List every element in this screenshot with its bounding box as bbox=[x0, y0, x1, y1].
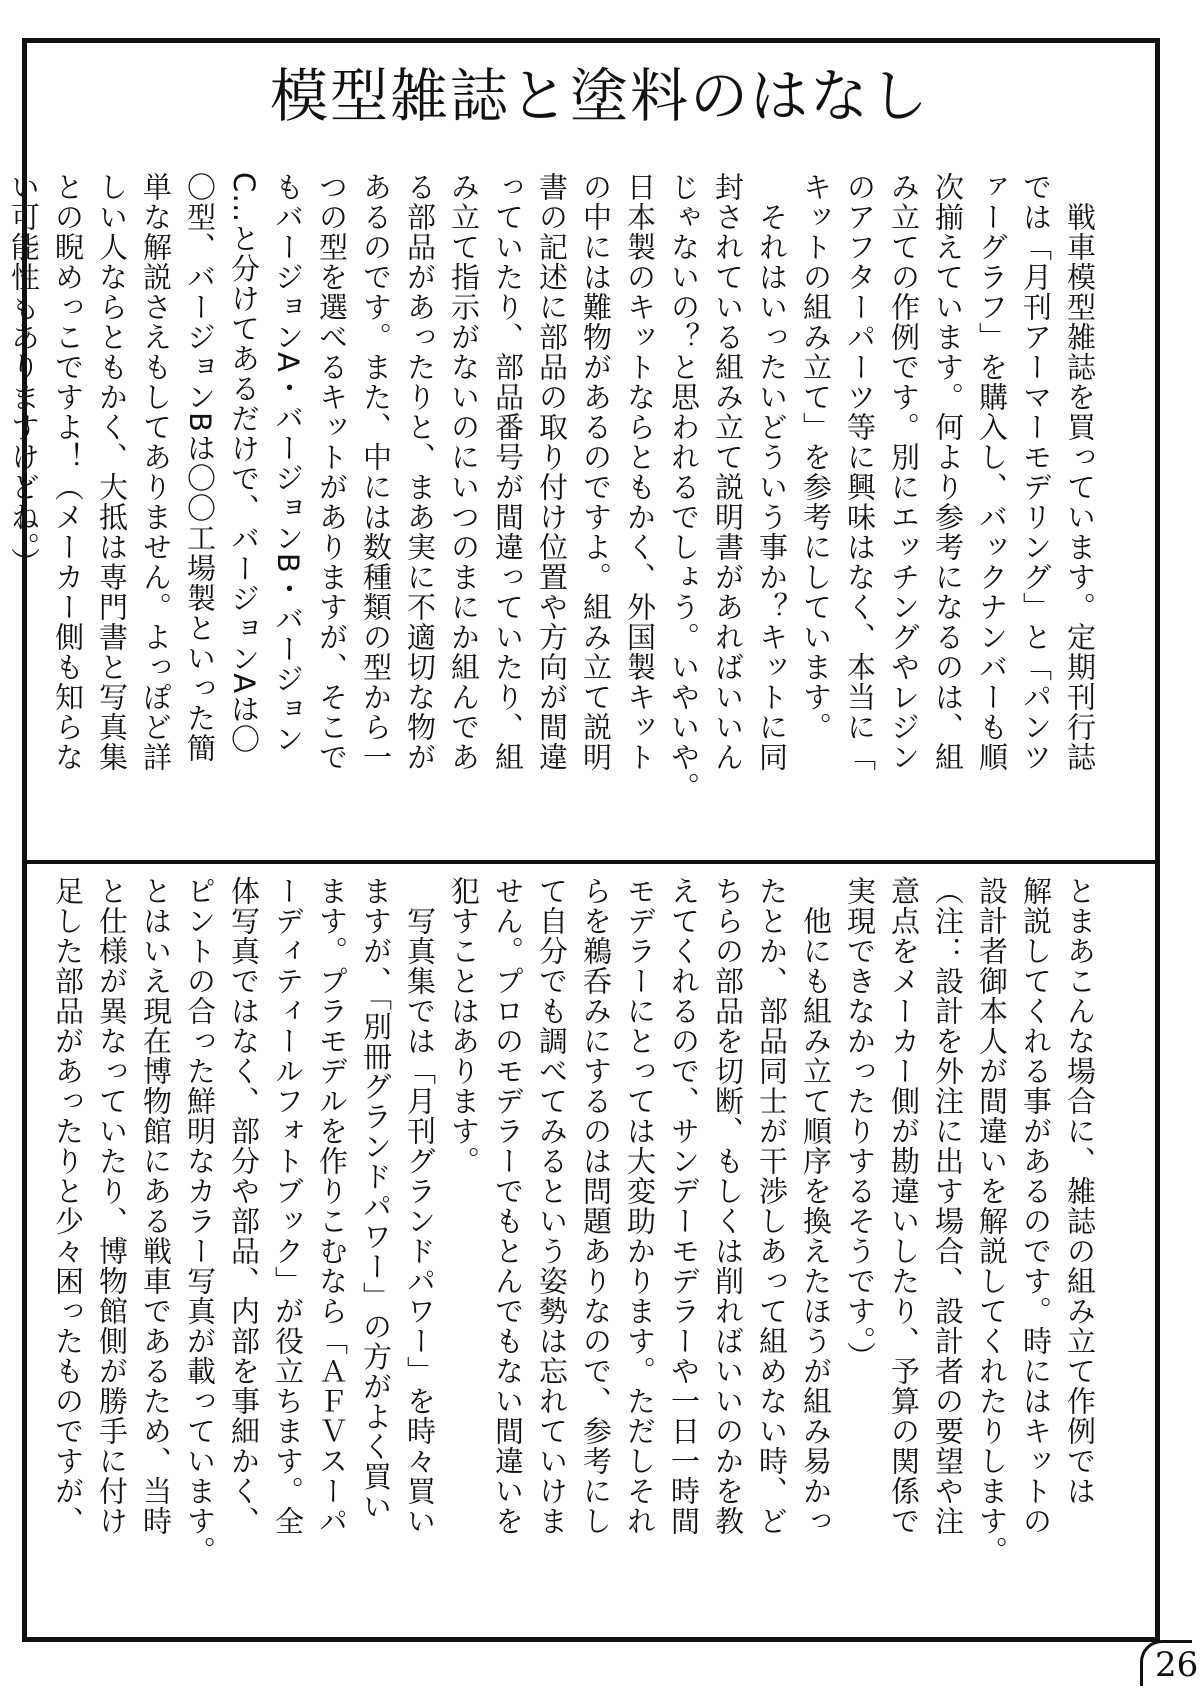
top-text-column: 次揃えています。何より参考になるのは、組 bbox=[931, 172, 965, 772]
top-text-column: み立ての作例です。別にエッチングやレジン bbox=[887, 172, 921, 772]
top-text-column: の中には難物があるのですよ。組み立て説明 bbox=[579, 172, 613, 772]
top-text-column: 単な解説さえもしてありません。よっぽど詳 bbox=[139, 172, 173, 772]
top-text-column: ァーグラフ」を購入し、バックナンバーも順 bbox=[975, 172, 1009, 772]
top-text-column: のアフターパーツ等に興味はなく、本当に「 bbox=[843, 172, 877, 772]
bottom-text-column: 足した部品があったりと少々困ったものですが、 bbox=[51, 876, 85, 1536]
top-text-column: 日本製のキットならともかく、外国製キット bbox=[623, 172, 657, 772]
section-divider bbox=[22, 860, 1160, 864]
bottom-text-column: せん。プロのモデラーでもとんでもない間違いを bbox=[491, 876, 525, 1536]
bottom-text-column: 設計者御本人が間違いを解説してくれたりします。 bbox=[975, 876, 1009, 1566]
top-text-column: る部品があったりと、まあ実に不適切な物が bbox=[403, 172, 437, 772]
bottom-text-column: 実現できなかったりするそうです。） bbox=[843, 876, 877, 1372]
bottom-text-column: 体写真ではなく、部分や部品、内部を事細かく、 bbox=[227, 876, 261, 1536]
bottom-text-column: 解説してくれる事があるのです。時にはキットの bbox=[1019, 876, 1053, 1536]
page-title: 模型雑誌と塗料のはなし bbox=[269, 62, 930, 130]
top-text-column: との睨めっこですよ！（メーカー側も知らな bbox=[51, 172, 85, 772]
top-text-column: それはいったいどういう事か？キットに同 bbox=[755, 172, 789, 772]
bottom-text-column: モデラーにとっては大変助かります。ただしそれ bbox=[623, 876, 657, 1536]
bottom-text-column: 犯すことはあります。 bbox=[447, 876, 481, 1176]
top-text-column: い可能性もありますけどね。） bbox=[7, 172, 41, 578]
bottom-text-column: （注：設計を外注に出す場合、設計者の要望や注 bbox=[931, 876, 965, 1536]
top-text-column: C…と分けてあるだけで、バージョンAは〇 bbox=[227, 172, 261, 755]
bottom-text-column: ピントの合った鮮明なカラー写真が載っています。 bbox=[183, 876, 217, 1566]
top-text-column: キットの組み立て」を参考にしています。 bbox=[799, 172, 833, 742]
bottom-text-column: ますが、「別冊グランドパワー」の方がよく買い bbox=[359, 876, 393, 1522]
top-text-column: つの型を選べるキットがありますが、そこで bbox=[315, 172, 349, 772]
bottom-text-column: とまあこんな場合に、雑誌の組み立て作例では bbox=[1063, 876, 1097, 1506]
bottom-text-column: 他にも組み立て順序を換えたほうが組み易かっ bbox=[799, 876, 833, 1536]
article-body-top bbox=[7, 172, 1102, 842]
top-text-column: しい人ならともかく、大抵は専門書と写真集 bbox=[95, 172, 129, 772]
bottom-text-column: ます。プラモデルを作りこむなら「ＡＦＶスーパ bbox=[315, 876, 349, 1536]
top-text-column: っていたり、部品番号が間違っていたり、組 bbox=[491, 172, 525, 772]
bottom-text-column: とはいえ現在博物館にある戦車であるため、当時 bbox=[139, 876, 173, 1536]
bottom-text-column: て自分でも調べてみるという姿勢は忘れていけま bbox=[535, 876, 569, 1536]
page-number: 26 bbox=[1140, 1640, 1192, 1686]
top-text-column: 封されている組み立て説明書があればいいん bbox=[711, 172, 745, 772]
bottom-text-column: ーディティールフォトブック」が役立ちます。全 bbox=[271, 876, 305, 1536]
bottom-text-column: ちらの部品を切断、もしくは削ればいいのかを教 bbox=[711, 876, 745, 1536]
bottom-text-column: と仕様が異なっていたり、博物館側が勝手に付け bbox=[95, 876, 129, 1536]
bottom-text-column: 意点をメーカー側が勘違いしたり、予算の関係で bbox=[887, 876, 921, 1536]
article-body-bottom bbox=[51, 876, 1102, 1616]
top-text-column: では「月刊アーマーモデリング」と「パンツ bbox=[1019, 172, 1053, 772]
bottom-text-column: たとか、部品同士が干渉しあって組めない時、ど bbox=[755, 876, 789, 1536]
bottom-text-column: 写真集では「月刊グランドパワー」を時々買い bbox=[403, 876, 437, 1536]
top-text-column: 書の記述に部品の取り付け位置や方向が間違 bbox=[535, 172, 569, 772]
top-text-column: 〇型、バージョンBは〇〇工場製といった簡 bbox=[183, 172, 217, 763]
bottom-text-column: えてくれるので、サンデーモデラーや一日一時間 bbox=[667, 876, 701, 1536]
top-text-column: もバージョンA・バージョンB・バージョン bbox=[271, 172, 305, 754]
top-text-column: み立て指示がないのにいつのまにか組んであ bbox=[447, 172, 481, 772]
top-text-column: あるのです。また、中には数種類の型から一 bbox=[359, 172, 393, 772]
top-text-column: 戦車模型雑誌を買っています。定期刊行誌 bbox=[1063, 172, 1097, 772]
top-text-column: じゃないの？と思われるでしょう。いやいや。 bbox=[667, 172, 701, 802]
bottom-text-column: らを鵜呑みにするのは問題ありなので、参考にし bbox=[579, 876, 613, 1536]
